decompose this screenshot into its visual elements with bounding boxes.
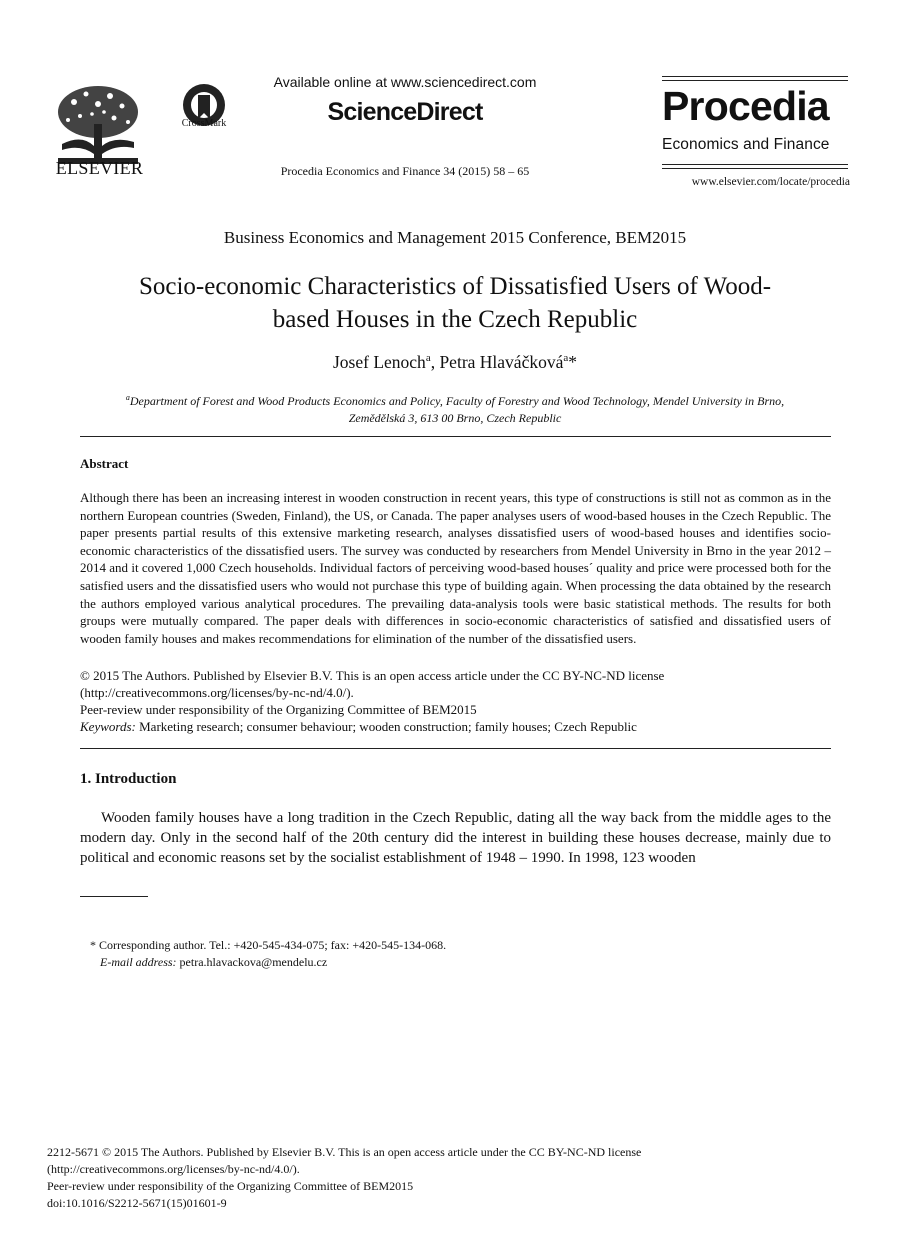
procedia-rule-bottom [662,164,848,165]
abstract-bottom-rule [80,748,831,749]
elsevier-wordmark: ELSEVIER [55,158,144,178]
sciencedirect-logo[interactable]: ScienceDirect [327,98,483,126]
crossmark-label: CrossMark [181,118,227,129]
title-line-2: based Houses in the Czech Republic [272,306,638,333]
bottom-peer-review: Peer-review under responsibility of the Organizing Committee of BEM2015 [47,1179,414,1193]
keywords-list: Marketing research; consumer behaviour; wooden construction; family houses; Czech Republic [135,719,637,734]
affiliation [80,389,830,427]
corresponding-star: * [568,352,577,372]
procedia-url-link[interactable]: www.elsevier.com/locate/procedia [691,176,850,188]
email-label: E-mail address: [100,955,177,969]
affiliation-line-1: Department of Forest and Wood Products Economics and Policy, Faculty of Forestry and Wood Technology, Mendel University in Brno, [129,394,785,408]
peer-review-line: Peer-review under responsibility of the Organizing Committee of BEM2015 [80,702,477,717]
introduction-heading: 1. Introduction [80,771,177,787]
email-address[interactable]: petra.hlavackova@mendelu.cz [176,955,328,969]
procedia-logo: Procedia [662,83,829,129]
doi-line[interactable]: doi:10.1016/S2212-5671(15)01601-9 [47,1196,227,1210]
copyright-line: © 2015 The Authors. Published by Elsevier B.V. This is an open access article under the CC BY-NC-ND license [80,668,665,683]
abstract-heading: Abstract [80,456,129,471]
paper-title [80,270,830,336]
author-2-affil-marker: a [563,352,569,365]
procedia-rule-top-2 [662,80,848,81]
journal-citation: Procedia Economics and Finance 34 (2015) 58 – 65 [280,164,530,178]
author-list [80,352,830,373]
conference-name: Business Economics and Management 2015 Conference, BEM2015 [223,228,687,247]
author-separator: , [430,352,440,372]
title-line-1: Socio-economic Characteristics of Dissatisfied Users of Wood- [138,273,772,300]
author-1: Josef Lenoch [332,352,426,372]
available-online-text: Available online at www.sciencedirect.com [273,74,537,90]
keywords-label: Keywords: [80,719,136,734]
author-2: Petra Hlaváčková [439,352,564,372]
affil-marker: a [125,393,130,402]
author-1-affil-marker: a [425,352,431,365]
procedia-subtitle: Economics and Finance [662,136,830,153]
email-line [100,954,860,971]
affiliation-line-2: Zemědělská 3, 613 00 Brno, Czech Republic [348,411,562,425]
bottom-license-link[interactable]: (http://creativecommons.org/licenses/by-nc-nd/4.0/). [47,1162,300,1176]
corresponding-author-note: * Corresponding author. Tel.: +420-545-434-075; fax: +420-545-134-068. [90,938,447,952]
introduction-body [80,808,831,868]
procedia-rule-top [662,76,848,77]
abstract-top-rule [80,436,831,437]
introduction-paragraph: Wooden family houses have a long tradition in the Czech Republic, dating all the way back from the middle ages to the modern day. Only in the second half of the 20th century did the interest in building these houses decrease, mainly due to political and economic reasons set by the socialist establishment of 1948 – 1990. In 1998, 123 wooden [80,810,831,866]
license-link[interactable]: (http://creativecommons.org/licenses/by-nc-nd/4.0/). [80,685,354,700]
issn-copyright-line: 2212-5671 © 2015 The Authors. Published by Elsevier B.V. This is an open access article under the CC BY-NC-ND license [47,1145,642,1159]
footnote-rule [80,896,148,897]
procedia-rule-bottom-2 [662,168,848,169]
abstract-text: Although there has been an increasing interest in wooden construction in recent years, this type of constructions is still not as common as in the northern European countries (Sweden, Finland), the US, or Canada. The paper analyses users of wood-based houses in the Czech Republic. The paper presents partial results of this extensive marketing research, analyses dissatisfied users of wood-based houses and identifies socio-economic characteristics of the dissatisfied users. The survey was conducted by researchers from Mendel University in Brno in the year 2012 – 2014 and it covered 1,000 Czech households. Individual factors of perceiving wood-based houses´ quality and price were processed both for the satisfied users and the dissatisfied users who would not purchase this type of building again. When processing the data obtained by the research the authors employed various analytical procedures. The prevailing data-analysis tools were basic statistical methods. The results for both groups were mutually compared. The paper deals with differences in socio-economic characteristics of satisfied and dissatisfied users of wooden family houses and makes recommendations for elimination of the number of the dissatisfied users. [80,490,831,646]
keywords-line [80,718,840,735]
